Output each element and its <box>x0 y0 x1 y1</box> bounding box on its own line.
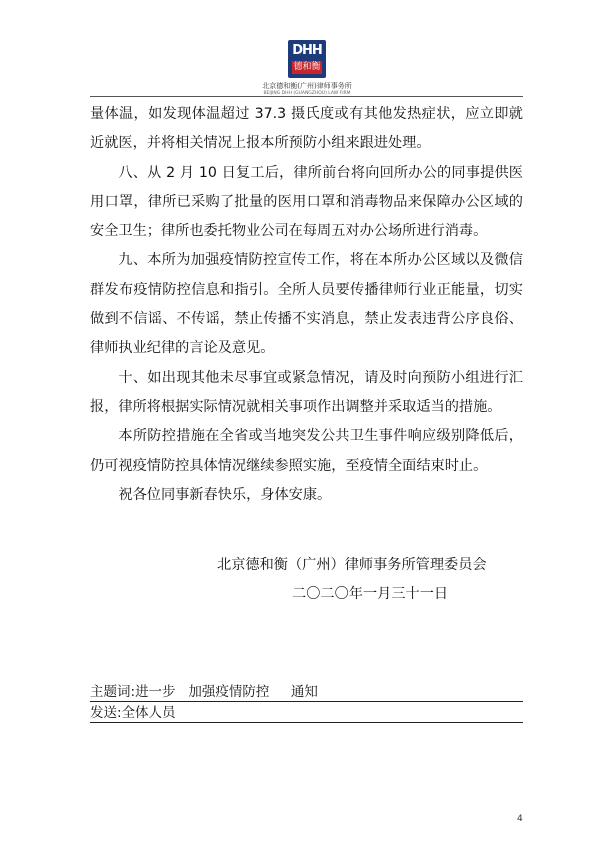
send-line <box>90 704 523 723</box>
firm-name: 北京德和衡(广州)律师事务所 <box>262 82 352 90</box>
signature-org: 北京德和衡（广州）律师事务所管理委员会 <box>217 557 487 573</box>
subject-line <box>90 683 523 702</box>
subject-value: 进一步 加强疫情防控 通知 <box>135 684 318 700</box>
logo-mark <box>288 40 326 78</box>
firm-name-en: BEIJING DHH (GUANGZHOU) LAW FIRM <box>263 91 351 96</box>
logo-seal: 德和衡 <box>293 62 321 72</box>
send-value: 全体人员 <box>121 705 176 721</box>
paragraph-6: 祝各位同事新春快乐，身体安康。 <box>118 486 332 503</box>
subject-label: 主题词: <box>90 684 136 700</box>
firm-logo <box>262 12 352 98</box>
page-number: 4 <box>517 814 523 824</box>
paragraph-1: 量体温，如发现体温超过 37.3 摄氏度或有其他发热症状，应立即就近就医，并将相关情况上报本所预防小组来跟进处理。 <box>90 106 523 152</box>
send-label: 发送: <box>90 705 122 721</box>
paragraph-4: 十、如出现其他未尽事宜或紧急情况，请及时向预防小组进行汇报，律所将根据实际情况就相关事项作出调整并采取适当的措施。 <box>90 369 523 415</box>
signature-date: 二〇二〇年一月三十一日 <box>292 586 449 602</box>
paragraph-3: 九、本所为加强疫情防控宣传工作，将在本所办公区域以及微信群发布疫情防控信息和指引。全所人员要传播律师行业正能量，切实做到不信谣、不传谣，禁止传播不实消息，禁止发表违背公序良俗、律师执业纪律的言论及意见。 <box>90 252 523 357</box>
paragraph-2: 八、从 2 月 10 日复工后，律所前台将向回所办公的同事提供医用口罩，律所已采购了批量的医用口罩和消毒物品来保障办公区域的安全卫生；律所也委托物业公司在每周五对办公场所进行消毒。 <box>90 164 523 240</box>
logo-letters: DHH <box>292 43 322 58</box>
header-rule <box>90 96 523 97</box>
paragraph-5: 本所防控措施在全省或当地突发公共卫生事件响应级别降低后，仍可视疫情防控具体情况继续参照实施，至疫情全面结束时止。 <box>90 428 523 474</box>
document-body <box>90 100 523 510</box>
